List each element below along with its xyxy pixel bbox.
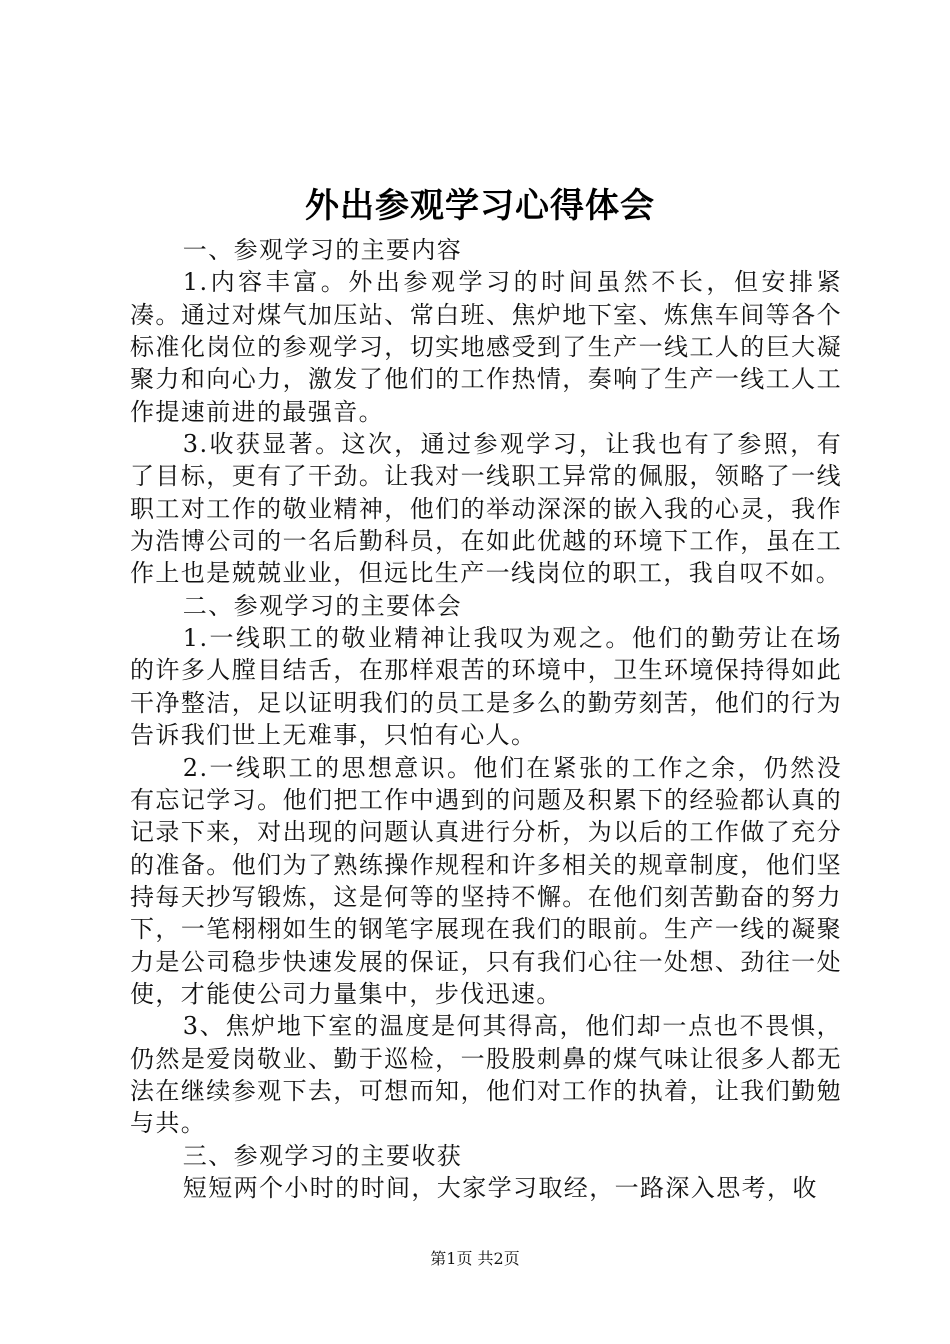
paragraph: 1.一线职工的敬业精神让我叹为观之。他们的勤劳让在场的许多人膛目结舌，在那样艰苦的环境中，卫生环境保持得如此干净整洁，足以证明我们的员工是多么的勤劳刻苦，他们的行为告诉我们世上无难事，只怕有心人。 <box>130 624 842 750</box>
paragraph: 3.收获显著。这次，通过参观学习，让我也有了参照，有了目标，更有了干劲。让我对一线职工异常的佩服，领略了一线职工对工作的敬业精神，他们的举动深深的嵌入我的心灵，我作为浩博公司的一名后勤科员，在如此优越的环境下工作，虽在工作上也是兢兢业业，但远比生产一线岗位的职工，我自叹不如。 <box>130 430 842 588</box>
paragraph: 1.内容丰富。外出参观学习的时间虽然不长，但安排紧凑。通过对煤气加压站、常白班、焦炉地下室、炼焦车间等各个标准化岗位的参观学习，切实地感受到了生产一线工人的巨大凝聚力和向心力，激发了他们的工作热情，奏响了生产一线工人工作提速前进的最强音。 <box>130 268 842 426</box>
section-heading: 三、参观学习的主要收获 <box>182 1141 463 1170</box>
document-title: 外出参观学习心得体会 <box>305 186 655 226</box>
section-heading: 一、参观学习的主要内容 <box>182 236 463 264</box>
page-footer: 第1页 共2页 <box>430 1249 520 1268</box>
section-heading: 二、参观学习的主要体会 <box>182 591 463 620</box>
document-body <box>130 234 842 1204</box>
paragraph: 2.一线职工的思想意识。他们在紧张的工作之余，仍然没有忘记学习。他们把工作中遇到的问题及积累下的经验都认真的记录下来，对出现的问题认真进行分析，为以后的工作做了充分的准备。他们为了熟练操作规程和许多相关的规章制度，他们坚持每天抄写锻炼，这是何等的坚持不懈。在他们刻苦勤奋的努力下，一笔栩栩如生的钢笔字展现在我们的眼前。生产一线的凝聚力是公司稳步快速发展的保证，只有我们心往一处想、劲往一处使，才能使公司力量集中，步伐迅速。 <box>130 753 842 1008</box>
paragraph: 短短两个小时的时间，大家学习取经，一路深入思考，收 <box>182 1173 818 1202</box>
paragraph: 3、焦炉地下室的温度是何其得高，他们却一点也不畏惧，仍然是爱岗敬业、勤于巡检，一股股刺鼻的煤气味让很多人都无法在继续参观下去，可想而知，他们对工作的执着，让我们勤勉与共。 <box>130 1012 842 1138</box>
